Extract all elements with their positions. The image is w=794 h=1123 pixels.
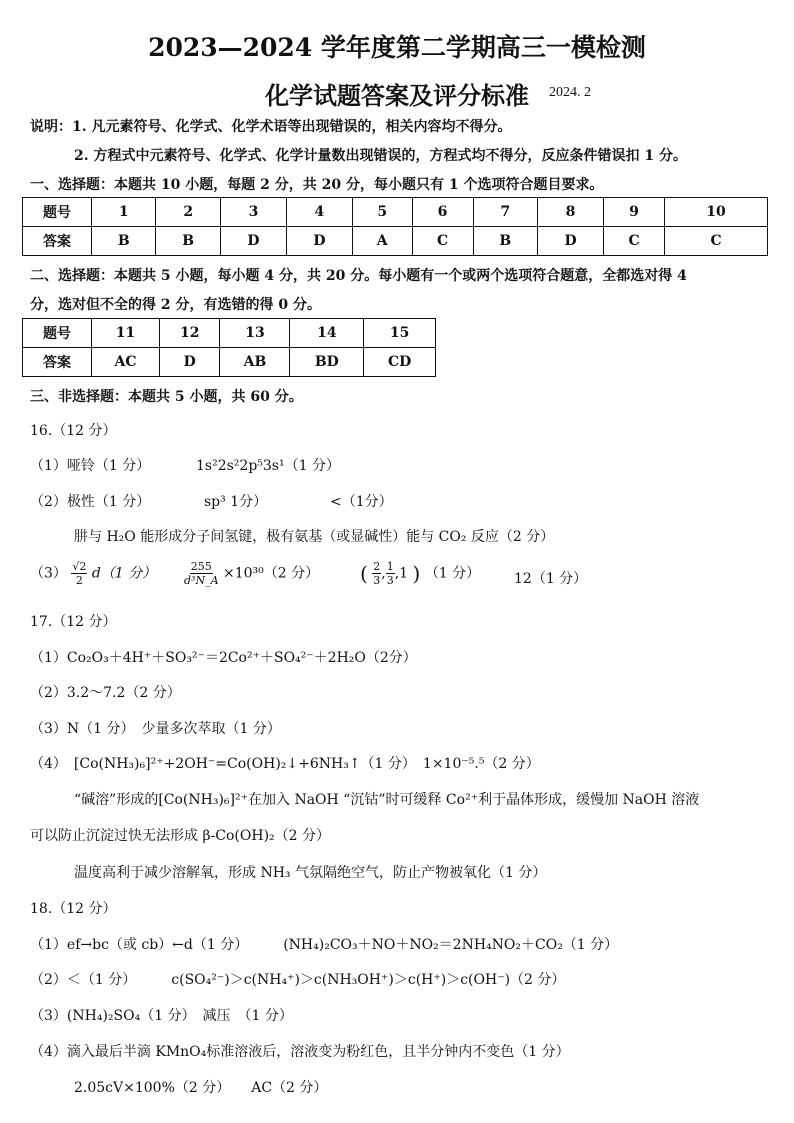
- q16-part3-d: （1 分）: [424, 565, 481, 582]
- q16-part3-e: 12（1 分）: [514, 571, 588, 587]
- answer-cell: BD: [290, 348, 364, 377]
- document-date: 2024. 2: [549, 85, 591, 100]
- q17-title: 17.（12 分）: [30, 614, 117, 630]
- question-number: 5: [352, 198, 412, 227]
- note-1: 说明：1. 凡元素符号、化学式、化学术语等出现错误的，相关内容均不得分。: [30, 119, 512, 135]
- answer-cell: B: [156, 227, 220, 256]
- question-number: 1: [92, 198, 156, 227]
- q16-part2-line2: 肼与 H₂O 能形成分子间氢键，极有氨基（或显碱性）能与 CO₂ 反应（2 分）: [74, 529, 555, 545]
- fraction-sqrt2-over-2: $\frac{√2}{2}$: [72, 560, 87, 587]
- note-2: 2. 方程式中元素符号、化学式、化学计量数出现错误的，方程式均不得分，反应条件错误扣 1 分。: [74, 148, 687, 164]
- coord-b: $\frac{1}{3}$: [386, 560, 394, 587]
- answer-cell: D: [220, 227, 286, 256]
- q18-part3: （3）(NH₄)₂SO₄（1 分） 减压 （1 分）: [30, 1008, 293, 1024]
- q16-part2: [30, 491, 393, 511]
- table-row-questions: [23, 198, 768, 227]
- answer-cell: B: [473, 227, 537, 256]
- question-number: 13: [220, 319, 290, 348]
- q18-part1: （1）ef→bc（或 cb）←d（1 分） (NH₄)₂CO₃＋NO＋NO₂＝2NH₄NO₂＋CO₂（1 分）: [30, 937, 619, 953]
- answer-cell: AC: [92, 348, 160, 377]
- question-number: 9: [604, 198, 665, 227]
- row-label-answer: 答案: [23, 348, 92, 377]
- q16-part2-b: sp³ 1分）: [204, 494, 268, 510]
- answer-cell: C: [412, 227, 473, 256]
- q17-part3: （3）N（1 分） 少量多次萃取（1 分）: [30, 721, 281, 737]
- question-number: 4: [286, 198, 352, 227]
- section1-answer-table: [22, 197, 768, 256]
- q17-part2: （2）3.2～7.2（2 分）: [30, 685, 181, 701]
- q16-part1: [30, 455, 340, 475]
- q18-part4-line2: 2.05cV×100%（2 分） AC（2 分）: [74, 1080, 328, 1096]
- q18-part2: （2）＜（1 分） c(SO₄²⁻)＞c(NH₄⁺)＞c(NH₃OH⁺)＞c(H⁺)＞c(OH⁻)（2 分）: [30, 972, 566, 988]
- question-number: 15: [364, 319, 436, 348]
- question-number: 11: [92, 319, 160, 348]
- q17-part4-line3: 可以防止沉淀过快无法形成 β-Co(OH)₂（2 分）: [30, 828, 330, 844]
- table-row-answers: [23, 348, 436, 377]
- bracket-open: (: [360, 561, 368, 586]
- q16-part3: [30, 560, 588, 590]
- answer-cell: D: [159, 348, 219, 377]
- q17-part4-line4: 温度高利于减少溶解氧，形成 NH₃ 气氛隔绝空气，防止产物被氧化（1 分）: [74, 865, 547, 881]
- row-label-question: 题号: [23, 319, 92, 348]
- q16-part2-c: <（1分）: [330, 494, 393, 510]
- row-label-question: 题号: [23, 198, 92, 227]
- answer-cell: C: [604, 227, 665, 256]
- question-number: 6: [412, 198, 473, 227]
- q18-title: 18.（12 分）: [30, 901, 117, 917]
- row-label-answer: 答案: [23, 227, 92, 256]
- section1-heading: 一、选择题：本题共 10 小题，每题 2 分，共 20 分，每小题只有 1 个选项符合题目要求。: [30, 177, 604, 193]
- q16-part3-c: ×10³⁰（2 分）: [222, 565, 320, 582]
- question-number: 2: [156, 198, 220, 227]
- q16-part2-a: （2）极性（1 分）: [30, 494, 151, 510]
- q18-part4: （4）滴入最后半滴 KMnO₄标准溶液后，溶液变为粉红色，且半分钟内不变色（1 分）: [30, 1044, 570, 1060]
- q17-part4: （4） [Co(NH₃)₆]²⁺+2OH⁻=Co(OH)₂↓+6NH₃↑（1 分） 1×10⁻⁵.⁵（2 分）: [30, 756, 540, 772]
- section2-heading-line2: 分，选对但不全的得 2 分，有选错的得 0 分。: [30, 297, 321, 313]
- q16-part3-density: [184, 560, 319, 587]
- answer-cell: B: [92, 227, 156, 256]
- answer-cell: CD: [364, 348, 436, 377]
- q17-part1: （1）Co₂O₃＋4H⁺＋SO₃²⁻＝2Co²⁺＋SO₄²⁻＋2H₂O（2分）: [30, 650, 417, 666]
- section3-heading: 三、非选择题：本题共 5 小题，共 60 分。: [30, 389, 303, 405]
- table-row-questions: [23, 319, 436, 348]
- q17-part4-line2: “碱溶”形成的[Co(NH₃)₆]²⁺在加入 NaOH “沉钴”时可缓释 Co²⁺利于晶体形成，缓慢加 NaOH 溶液: [74, 792, 700, 808]
- q16-part3-coordinates: ( $\frac{2}{3}$ , $\frac{1}{3}$ ,1 ) （1 分）: [360, 560, 481, 587]
- fraction-density: $\frac{255}{\text{d³N\_A}}$: [184, 560, 219, 587]
- answer-cell: AB: [220, 348, 290, 377]
- q16-part3-a: （3）: [30, 565, 67, 582]
- question-number: 12: [159, 319, 219, 348]
- question-number: 7: [473, 198, 537, 227]
- subtitle-text: 化学试题答案及评分标准: [265, 81, 529, 110]
- question-number: 3: [220, 198, 286, 227]
- q16-part1-b: 1s²2s²2p⁵3s¹（1 分）: [196, 458, 340, 474]
- document-subtitle: [0, 76, 794, 111]
- answer-cell: C: [665, 227, 768, 256]
- question-number: 10: [665, 198, 768, 227]
- q16-title: 16.（12 分）: [30, 423, 117, 439]
- table-row-answers: [23, 227, 768, 256]
- coord-a: $\frac{2}{3}$: [373, 560, 381, 587]
- section2-heading-line1: 二、选择题：本题共 5 小题，每小题 4 分，共 20 分。每小题有一个或两个选项符合题意，全都选对得 4: [30, 268, 687, 284]
- bracket-close: ): [412, 561, 421, 586]
- answer-cell: D: [538, 227, 604, 256]
- document-title: 2023—2024 学年度第二学期高三一模检测: [148, 33, 646, 62]
- coord-c: 1: [399, 565, 409, 582]
- section2-answer-table: [22, 318, 436, 377]
- answer-cell: A: [352, 227, 412, 256]
- answer-cell: D: [286, 227, 352, 256]
- q16-part1-a: （1）哑铃（1 分）: [30, 458, 151, 474]
- question-number: 8: [538, 198, 604, 227]
- q16-part3-b: d（1 分）: [91, 565, 157, 582]
- question-number: 14: [290, 319, 364, 348]
